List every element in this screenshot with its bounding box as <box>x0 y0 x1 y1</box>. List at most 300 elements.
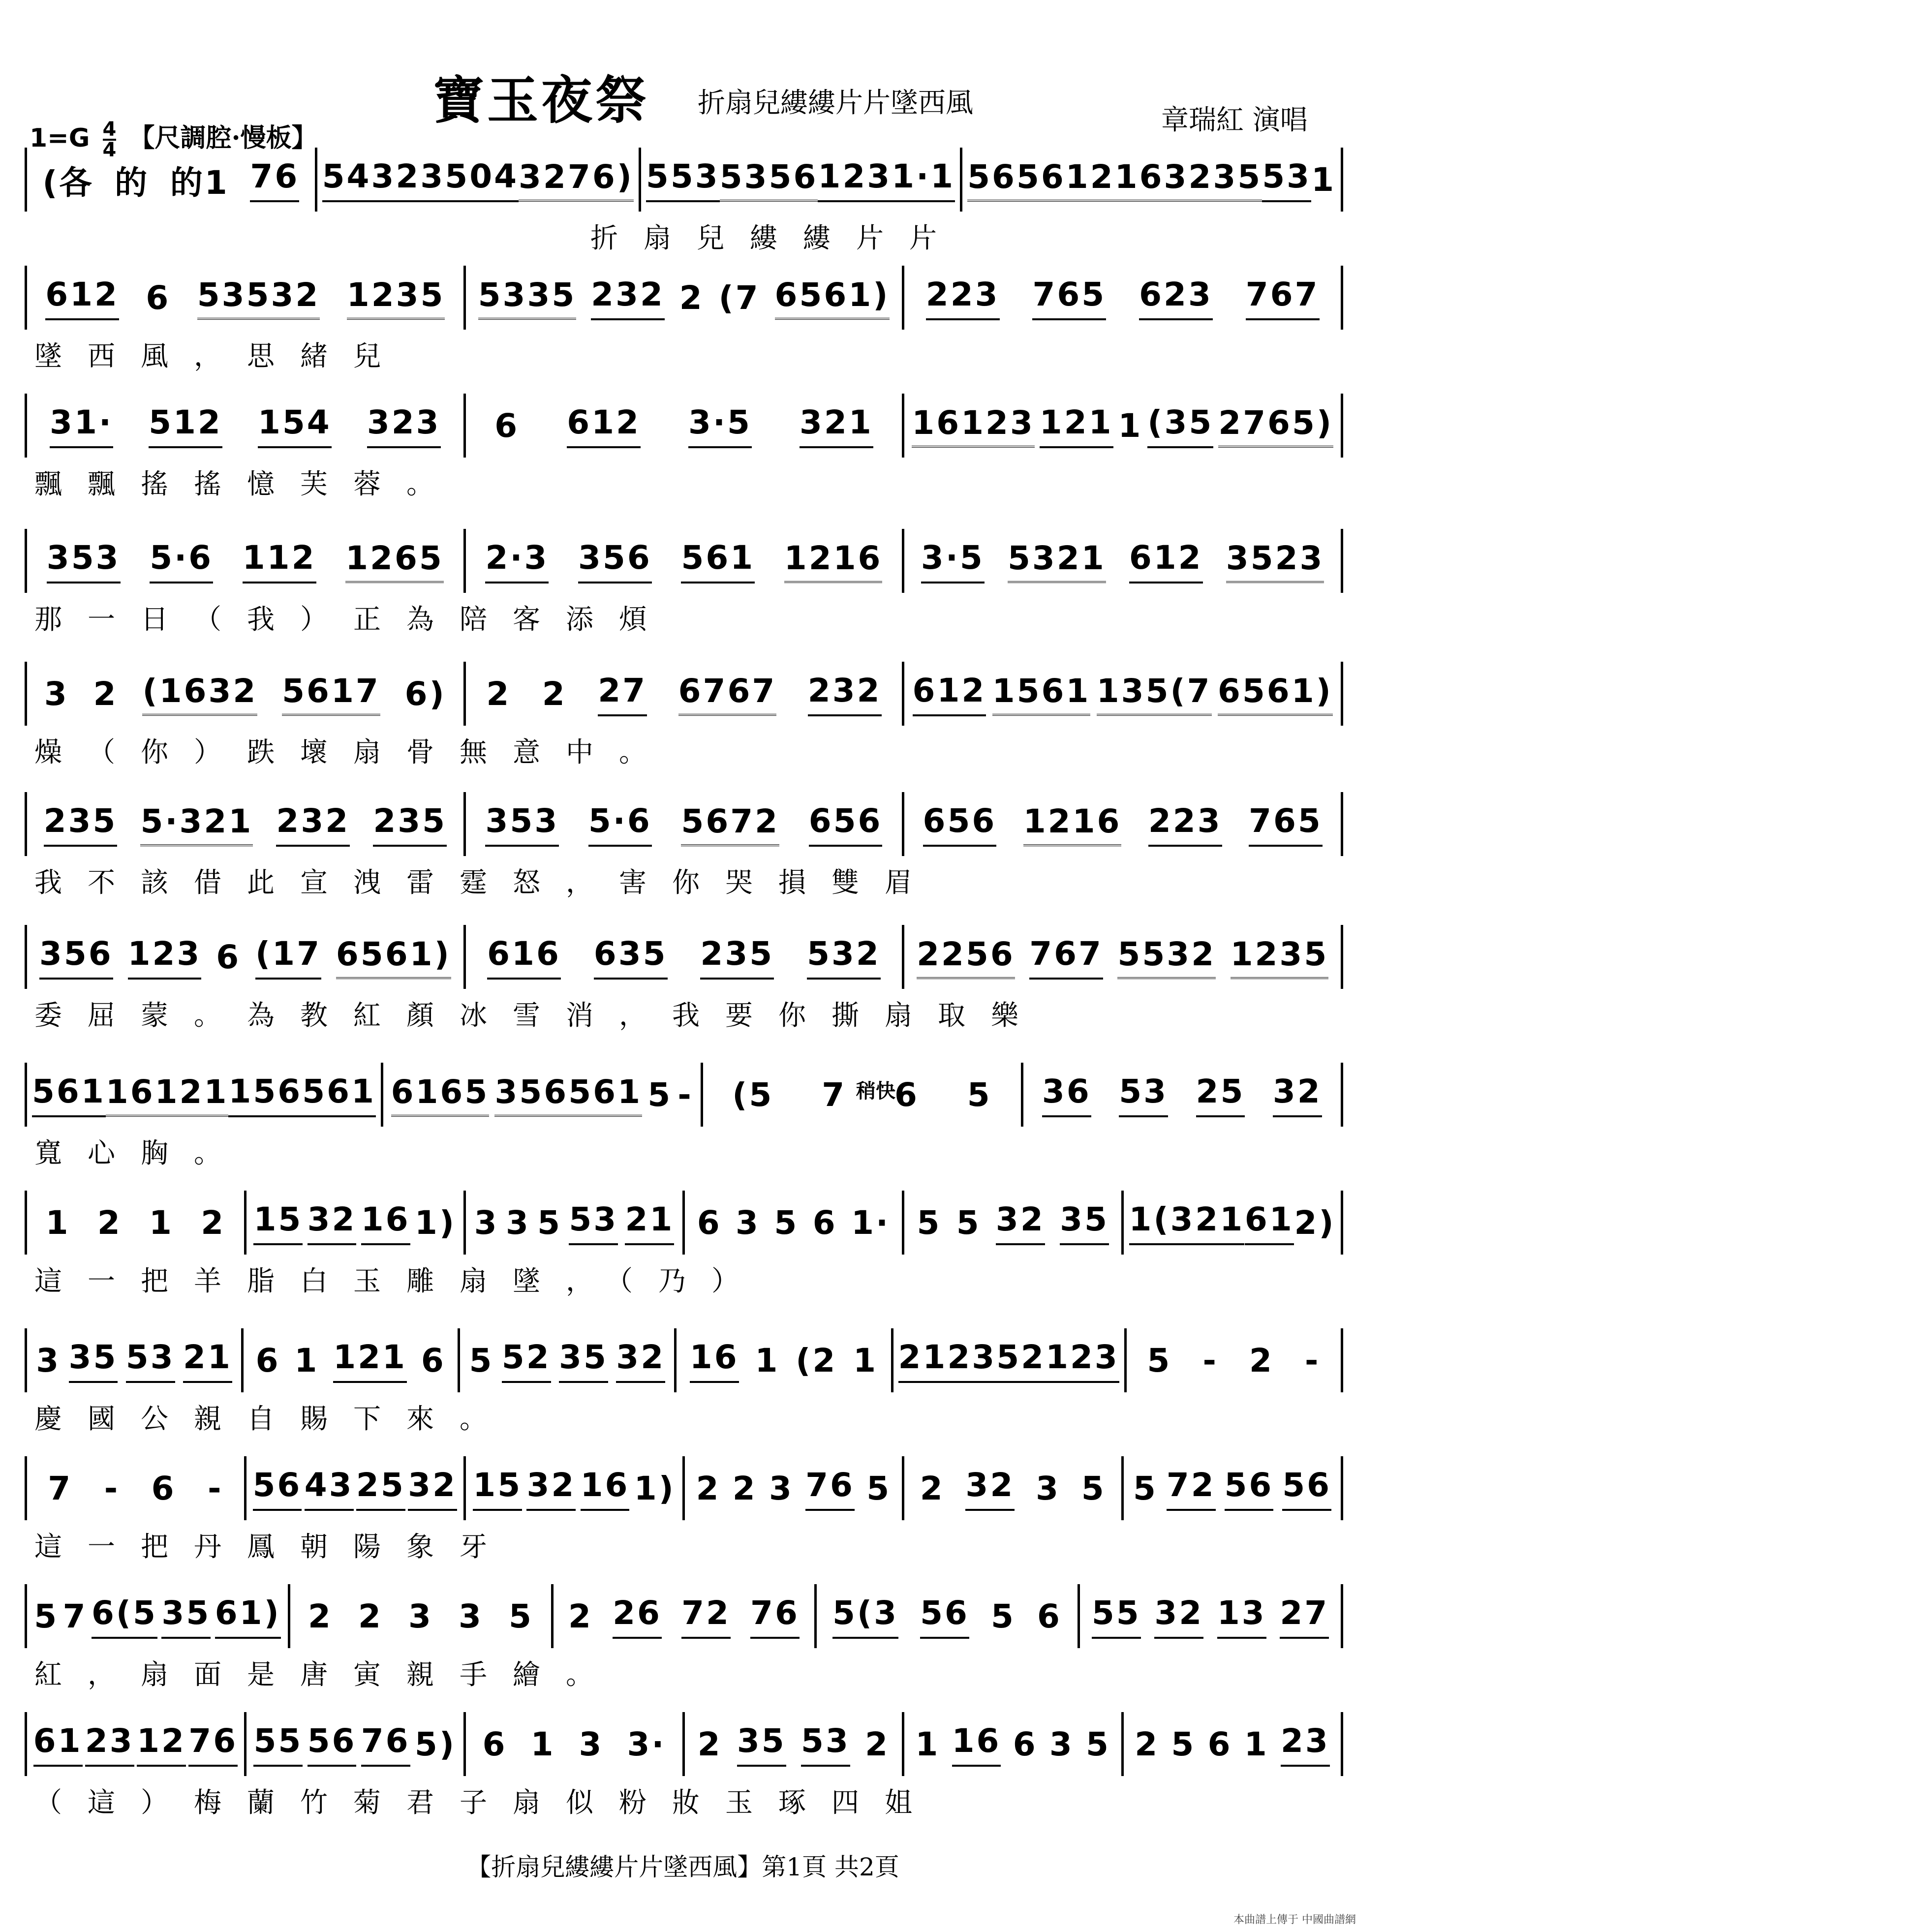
note-group: 6 <box>482 1725 507 1763</box>
note-group: 6 <box>255 1341 280 1380</box>
note-group: 23 <box>1281 1722 1330 1767</box>
note-group: 56 <box>1282 1466 1331 1511</box>
note-group: 1) <box>634 1469 676 1507</box>
note-group: 1 <box>45 1203 70 1242</box>
measure <box>466 792 905 856</box>
tempo-mark: 稍快 <box>856 1080 895 1103</box>
note-group: 6 <box>421 1341 446 1380</box>
measure <box>25 394 466 458</box>
score-row <box>25 266 1343 389</box>
note-group: 1235 <box>1231 935 1329 979</box>
measure <box>904 266 1343 330</box>
measure <box>904 792 1343 856</box>
note-group: 2 <box>358 1597 383 1635</box>
note-group: 6 <box>146 278 171 317</box>
note-group: 232 <box>808 672 882 716</box>
score-row <box>25 394 1343 517</box>
measure <box>244 1328 460 1392</box>
note-group: 36 <box>1042 1073 1091 1117</box>
measure <box>466 1456 685 1520</box>
note-group: - <box>1202 1341 1218 1380</box>
note-group: 6) <box>404 675 446 713</box>
measure <box>466 266 905 330</box>
measure <box>1080 1584 1343 1648</box>
lyrics-line: 這一把丹鳳朝陽象牙 <box>34 1531 513 1563</box>
measure <box>904 662 1343 726</box>
note-group: 3 <box>736 1203 760 1242</box>
note-group: 31· <box>50 403 113 448</box>
note-group: 25 <box>356 1466 405 1511</box>
note-group: 76 <box>250 157 299 202</box>
score-row <box>25 662 1343 785</box>
measure <box>246 1712 466 1776</box>
score-row <box>25 1456 1343 1579</box>
note-group: 35 <box>737 1722 786 1767</box>
note-group: 356 <box>578 539 652 583</box>
note-group: 5 <box>956 1203 981 1242</box>
measure <box>25 925 466 989</box>
staff-line <box>25 662 1343 726</box>
note-group: 5356 <box>720 158 818 202</box>
measure <box>685 1191 904 1255</box>
measure <box>25 1191 246 1255</box>
note-group: 1561 <box>992 672 1091 716</box>
note-group: 56 <box>253 1466 302 1511</box>
note-group: 61) <box>215 1594 281 1639</box>
staff-line <box>25 1456 1343 1520</box>
lyrics-line: 我不該借此宣洩雷霆怒，害你哭損雙眉 <box>34 867 938 899</box>
note-group: 121 <box>333 1338 407 1383</box>
note-group: 5 <box>774 1203 799 1242</box>
note-group: 1(3 <box>1129 1200 1195 1245</box>
note-group: 6 <box>894 1075 919 1114</box>
note-group: 561 <box>32 1073 106 1117</box>
measure <box>962 148 1343 212</box>
lyrics-line: （這）梅蘭竹菊君子扇似粉妝玉琢四姐 <box>34 1787 938 1819</box>
note-group: 32 <box>996 1200 1045 1245</box>
note-group: 2 <box>1135 1725 1160 1763</box>
note-group: 3235 <box>1164 158 1262 202</box>
note-group: 612 <box>45 276 119 320</box>
note-group: 15 <box>473 1466 522 1511</box>
note-group: 1·1 <box>892 157 955 202</box>
note-group: 123 <box>128 935 202 980</box>
note-group: 7 <box>822 1075 847 1114</box>
page-footer: 【折扇兒縷縷片片墜西風】第1頁 共2頁 <box>466 1853 899 1881</box>
measure <box>290 1584 554 1648</box>
note-group: 5617 <box>282 672 380 716</box>
measure <box>641 148 962 212</box>
watermark: 本曲譜上傳于 中國曲譜網 <box>1233 1914 1356 1926</box>
note-group: 5(3 <box>832 1594 898 1639</box>
note-group: 3523 <box>1226 539 1324 583</box>
note-group: 1· <box>851 1203 891 1242</box>
note-group: 2 <box>920 1469 945 1507</box>
lyrics-line: 這一把羊脂白玉雕扇墜，（乃） <box>34 1265 765 1297</box>
note-group: 6561) <box>336 935 451 979</box>
note-group: 35 <box>69 1338 118 1383</box>
note-group: 76 <box>750 1594 800 1639</box>
note-group: 72 <box>681 1594 731 1639</box>
note-group: 53 <box>801 1722 850 1767</box>
lyrics-line: 寬心胸。 <box>34 1137 247 1169</box>
measure <box>904 925 1343 989</box>
note-group: 2 <box>542 675 567 713</box>
note-group: 235 <box>700 935 774 980</box>
measure <box>904 529 1343 593</box>
lyrics-line: 飄飄搖搖憶芙蓉。 <box>34 468 460 500</box>
note-group: 16 <box>952 1722 1001 1767</box>
note-group: 2 <box>97 1203 122 1242</box>
note-group: 765 <box>1032 276 1106 320</box>
staff-line <box>25 1063 1343 1127</box>
note-group: 765 <box>1249 802 1323 847</box>
note-group: 6 <box>812 1203 837 1242</box>
note-group: 76 <box>361 1722 410 1767</box>
note-group: 656 <box>809 802 883 847</box>
note-group: 5 <box>469 1341 494 1380</box>
note-group: 21 <box>1021 1338 1070 1383</box>
note-group: (35 <box>1147 403 1213 448</box>
measure <box>1023 1063 1343 1127</box>
note-group: 123 <box>818 157 892 202</box>
note-group: - <box>677 1075 693 1114</box>
note-group: 1 <box>755 1341 780 1380</box>
note-group: - <box>208 1469 223 1507</box>
note-group: (2 <box>796 1341 837 1380</box>
note-group: 的1 <box>170 163 229 202</box>
measure <box>466 394 905 458</box>
note-group: - <box>1305 1341 1321 1380</box>
note-group: 35 <box>972 1338 1021 1383</box>
note-group: 612 <box>913 672 986 716</box>
note-group: 3 <box>1049 1725 1074 1763</box>
measure <box>246 1191 466 1255</box>
note-group: 616 <box>487 935 561 980</box>
measure <box>466 1712 685 1776</box>
note-group: 1 <box>1244 1725 1269 1763</box>
note-group: 112 <box>243 539 316 583</box>
measure <box>685 1712 904 1776</box>
staff-line <box>25 1191 1343 1255</box>
note-group: 61 <box>33 1722 83 1767</box>
measure <box>383 1063 703 1127</box>
note-group: 32 <box>526 1466 576 1511</box>
note-group: 5656 <box>967 158 1066 202</box>
measure <box>25 1584 290 1648</box>
measure <box>246 1456 466 1520</box>
note-group: 356561 <box>494 1073 642 1117</box>
measure <box>25 1712 246 1776</box>
lyrics-line: 墜西風，思緒兒 <box>34 340 406 372</box>
measure <box>677 1328 893 1392</box>
note-group: 1 <box>915 1725 940 1763</box>
score-row <box>25 1063 1343 1186</box>
measure <box>1127 1328 1343 1392</box>
note-group: 76 <box>805 1466 855 1511</box>
measure <box>817 1584 1080 1648</box>
note-group: 3 <box>474 1203 499 1242</box>
note-group: 2 <box>697 1725 722 1763</box>
note-group: 35 <box>559 1338 608 1383</box>
measure <box>893 1328 1127 1392</box>
staff-line <box>25 148 1343 212</box>
note-group: 16 <box>361 1200 410 1245</box>
note-group: 32 <box>1273 1073 1322 1117</box>
measure <box>554 1584 817 1648</box>
note-group: 1216 <box>1066 158 1164 202</box>
note-group: 543 <box>322 157 396 202</box>
note-group: 2765) <box>1218 404 1333 448</box>
measure <box>466 925 905 989</box>
note-group: 323 <box>367 403 441 448</box>
note-group: 04 <box>469 157 519 202</box>
note-group: 767 <box>1029 935 1103 980</box>
note-group: (5 <box>732 1075 774 1114</box>
note-group: 5335 <box>478 276 577 320</box>
note-group: 235 <box>396 157 469 202</box>
note-group: 1216 <box>1023 802 1122 846</box>
note-group: 5672 <box>681 802 779 846</box>
note-group: 5·6 <box>588 802 652 847</box>
lyrics-line: 燥（你）跌壞扇骨無意中。 <box>34 736 672 768</box>
note-group: 61 <box>1245 1200 1294 1245</box>
time-top: 4 <box>102 118 117 141</box>
note-group: 6 <box>494 406 520 445</box>
note-group: 235 <box>373 802 447 847</box>
note-group: 3 <box>505 1203 530 1242</box>
note-group: 16 <box>690 1338 739 1383</box>
measure <box>466 529 905 593</box>
note-group: 156 <box>228 1073 302 1117</box>
measure <box>25 266 466 330</box>
note-group: 2 <box>865 1725 890 1763</box>
note-group: 3·5 <box>688 403 752 448</box>
note-group: 32 <box>1154 1594 1203 1639</box>
note-group: 6 <box>1013 1725 1038 1763</box>
staff-line <box>25 1328 1343 1392</box>
note-group: 532 <box>807 935 881 980</box>
note-group: 356 <box>39 935 113 980</box>
measure <box>685 1456 904 1520</box>
note-group: 7 <box>48 1469 73 1507</box>
note-group: 76 <box>188 1722 238 1767</box>
note-group: 12 <box>137 1722 186 1767</box>
time-bottom: 4 <box>102 139 117 161</box>
note-group: 561 <box>681 539 755 583</box>
lyrics-line: 慶國公親自賜下來。 <box>34 1403 513 1435</box>
note-group: - <box>104 1469 120 1507</box>
staff-line <box>25 529 1343 593</box>
note-group: 23 <box>85 1722 134 1767</box>
note-group: 15 <box>253 1200 303 1245</box>
note-group: 3 <box>769 1469 794 1507</box>
note-group: 3276) <box>519 158 634 202</box>
note-group: (7 <box>718 278 760 317</box>
note-group: 5) <box>414 1725 456 1763</box>
note-group: 的 <box>115 163 150 202</box>
note-group: 56 <box>308 1722 357 1767</box>
performer-credit: 章瑞紅 演唱 <box>1161 104 1308 136</box>
score-row <box>25 1328 1343 1451</box>
note-group: 3 <box>408 1597 433 1635</box>
note-group: 26 <box>613 1594 662 1639</box>
note-group: 5 <box>1147 1341 1172 1380</box>
note-group: 6 <box>1037 1597 1062 1635</box>
note-group: 1 <box>294 1341 319 1380</box>
note-group: 35 <box>161 1594 211 1639</box>
lyrics-line: 委屈蒙。為教紅顏冰雪消，我要你撕扇取樂 <box>34 1000 1044 1032</box>
note-group: 635 <box>594 935 668 980</box>
note-group: 5 <box>647 1075 673 1114</box>
note-group: 2 <box>679 278 704 317</box>
measure <box>1124 1712 1343 1776</box>
note-group: 5532 <box>1117 935 1216 979</box>
note-group: 6165 <box>391 1073 490 1117</box>
note-group: 5·6 <box>150 539 213 583</box>
note-group: 5 <box>537 1203 562 1242</box>
note-group: 2) <box>1294 1203 1336 1242</box>
note-group: 21 <box>183 1338 232 1383</box>
measure <box>466 1191 685 1255</box>
note-group: 21 <box>1195 1200 1244 1245</box>
measure <box>25 792 466 856</box>
note-group: 1235 <box>347 276 445 320</box>
note-group: 2·3 <box>485 539 549 583</box>
note-group: 5·321 <box>140 802 253 846</box>
note-group: 553 <box>646 157 720 202</box>
note-group: 43 <box>305 1466 354 1511</box>
note-group: 6561) <box>1218 672 1333 716</box>
score-row <box>25 1712 1343 1835</box>
note-group: 2 <box>1249 1341 1274 1380</box>
note-group: 1 <box>1118 406 1143 445</box>
note-group: (1632 <box>142 672 257 716</box>
note-group: 6(5 <box>92 1594 157 1639</box>
note-group: 235 <box>44 802 118 847</box>
note-group: 1) <box>414 1203 456 1242</box>
note-group: (17 <box>255 935 321 980</box>
note-group: 53532 <box>197 276 320 320</box>
song-subtitle: 折扇兒縷縷片片墜西風 <box>698 87 973 119</box>
note-group: 16 <box>581 1466 630 1511</box>
note-group: 5 <box>509 1597 533 1635</box>
note-group: 512 <box>149 403 222 448</box>
measure <box>1124 1456 1343 1520</box>
note-group: 3 <box>44 675 69 713</box>
note-group: 5321 <box>1008 539 1106 583</box>
note-group: 6 <box>1207 1725 1232 1763</box>
note-group: 6 <box>216 938 241 976</box>
note-group: 32 <box>308 1200 357 1245</box>
staff-line <box>25 1712 1343 1776</box>
note-group: 3 <box>1036 1469 1060 1507</box>
staff-line <box>25 394 1343 458</box>
note-group: 6 <box>697 1203 722 1242</box>
lyrics-line: 折扇兒縷縷片片 <box>590 222 962 254</box>
measure <box>904 394 1343 458</box>
note-group: 3 <box>579 1725 604 1763</box>
note-group: 223 <box>926 276 1000 320</box>
note-group: 72 <box>1167 1466 1216 1511</box>
note-group: 6561) <box>775 276 890 320</box>
note-group: 5 <box>1171 1725 1196 1763</box>
note-group: 56 <box>920 1594 969 1639</box>
note-group: 16121 <box>106 1073 229 1117</box>
note-group: 6767 <box>678 672 777 716</box>
measure <box>466 662 905 726</box>
note-group: 767 <box>1246 276 1320 320</box>
key-label: 1=G <box>30 123 90 153</box>
note-group: 232 <box>591 276 665 320</box>
note-group: 223 <box>1148 802 1222 847</box>
note-group: 3 <box>459 1597 483 1635</box>
measure <box>25 148 317 212</box>
score-row <box>25 529 1343 652</box>
note-group: 353 <box>47 539 121 583</box>
note-group: 232 <box>276 802 350 847</box>
note-group: 1 <box>853 1341 878 1380</box>
note-group: 2 <box>486 675 511 713</box>
staff-line <box>25 266 1343 330</box>
lyrics-line: 那一日（我）正為陪客添煩 <box>34 604 672 636</box>
note-group: 2 <box>93 675 118 713</box>
score-row <box>25 148 1343 271</box>
note-group: 3 <box>36 1341 61 1380</box>
note-group: 5 <box>991 1597 1016 1635</box>
note-group: 21 <box>625 1200 674 1245</box>
note-group: 27 <box>1280 1594 1329 1639</box>
measure <box>460 1328 677 1392</box>
note-group: 27 <box>598 672 647 716</box>
measure <box>904 1191 1124 1255</box>
note-group: 5 <box>967 1075 992 1114</box>
staff-line <box>25 1584 1343 1648</box>
score-row <box>25 1584 1343 1707</box>
note-group: 55 <box>1092 1594 1141 1639</box>
note-group: 612 <box>1129 539 1203 583</box>
note-group: 32 <box>965 1466 1015 1511</box>
note-group: 53 <box>1119 1073 1168 1117</box>
note-group: 1 <box>149 1203 174 1242</box>
note-group: 1 <box>530 1725 555 1763</box>
score-row <box>25 792 1343 915</box>
note-group: 52 <box>502 1338 551 1383</box>
note-group: 2 <box>308 1597 333 1635</box>
measure <box>25 662 466 726</box>
note-group: 56 <box>1225 1466 1274 1511</box>
score-row <box>25 925 1343 1048</box>
note-group: 135(7 <box>1097 672 1212 716</box>
note-group: 23 <box>1070 1338 1119 1383</box>
note-group: 53 <box>1262 157 1311 202</box>
note-group: 2 <box>732 1469 757 1507</box>
staff-line <box>25 925 1343 989</box>
note-group: 561 <box>302 1073 376 1117</box>
note-group: 612 <box>567 403 641 448</box>
note-group: 2256 <box>917 935 1015 979</box>
note-group: 5 <box>1086 1725 1110 1763</box>
measure <box>25 1063 383 1127</box>
note-group: 32 <box>408 1466 457 1511</box>
note-group: 212 <box>898 1338 972 1383</box>
lyrics-line: 紅，扇面是唐寅親手繪。 <box>34 1659 619 1691</box>
measure <box>904 1712 1124 1776</box>
note-group: 1216 <box>784 539 883 583</box>
note-group: 2 <box>568 1597 593 1635</box>
note-group: 7 <box>62 1597 88 1635</box>
note-group: 3· <box>627 1725 666 1763</box>
